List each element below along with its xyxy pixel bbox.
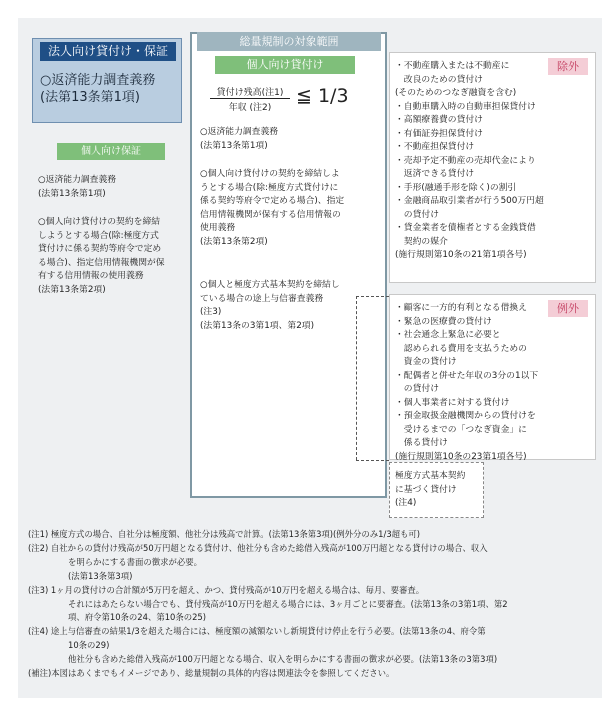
list-item: ・預金取扱金融機関からの貸付けを xyxy=(395,411,536,421)
text-line: (注3) xyxy=(200,307,222,317)
footnote-line: 10条の29) xyxy=(68,640,110,651)
footnote-line: (注1) 極度方式の場合、自社分は極度額、他社分は残高で計算。(法第13条第3項)(例外分のみ1/3超も可) xyxy=(28,529,421,539)
list-item: ・不動産担保貸付け xyxy=(395,142,475,152)
list-item: (そのためのつなぎ融資を含む) xyxy=(395,88,517,98)
list-item: 受けるまでの「つなぎ資金」に xyxy=(395,424,527,435)
list-item: ・高額療養費の貸付け xyxy=(395,115,483,125)
text-line: 信用情報機関が保有する信用情報の xyxy=(200,209,341,220)
footnote-line: (注3) 1ヶ月の貸付けの合計額が5万円を超え、かつ、貸付残高が10万円を超える場合は、毎月、要審査。 xyxy=(28,584,425,595)
text-line: (法第13条第1項) xyxy=(200,140,268,151)
footnote-line: 項、府令第10条の24、第10条の25) xyxy=(68,612,207,623)
list-item: ・個人事業者に対する貸付け xyxy=(395,397,510,408)
footnote-line: (注2) 自社からの貸付け残高が50万円超となる貸付け、他社分も含めた総借入残高が100万円超となる貸付けの場合、収入 xyxy=(28,542,488,553)
list-item: (施行規則第10条の21第1項各号) xyxy=(395,250,527,260)
guarantee-block-1 xyxy=(38,174,188,201)
individual-loan-tag: 個人向け貸付け xyxy=(215,56,355,74)
text-line: ○個人向け貸付けの契約を締結 xyxy=(38,217,161,227)
list-item: ・配偶者と併せた年収の3分の1以下 xyxy=(395,370,539,381)
text-line: ている場合の途上与信審査義務 xyxy=(200,293,324,304)
footnote-line: それにはあたらない場合でも、貸付残高が10万円を超える場合には、3ヶ月ごとに要審査。(法第13条の3第1項、第2 xyxy=(68,598,508,609)
list-item: ・貸金業者を債権者とする金銭貸借 xyxy=(395,223,536,233)
text-line: しようとする場合(除:極度方式 xyxy=(38,230,159,241)
list-item: 認められる費用を支払うための xyxy=(395,343,527,354)
list-item: 契約の媒介 xyxy=(395,236,448,247)
exclusion-list xyxy=(395,60,555,263)
corporate-duty-line: (法第13条第1項) xyxy=(40,90,140,105)
list-item: ・自動車購入時の自動車担保貸付け xyxy=(395,101,536,112)
exclusion-badge: 除外 xyxy=(548,58,588,75)
dashed-connector xyxy=(356,296,389,297)
exception-badge: 例外 xyxy=(548,300,588,317)
list-item: ・社会通念上緊急に必要と xyxy=(395,330,501,340)
list-item: ・緊急の医療費の貸付け xyxy=(395,316,492,327)
text-line: 有する信用情報の使用義務 xyxy=(38,271,144,281)
text-line: 使用義務 xyxy=(200,223,236,233)
list-item: ・有価証券担保貸付け xyxy=(395,128,483,139)
list-item: 改良のための貸付け xyxy=(395,74,483,85)
text-line: ○返済能力調査義務 xyxy=(38,175,117,185)
ratio-operator: ≦ 1/3 xyxy=(296,85,349,107)
scope-block-1 xyxy=(200,126,380,153)
list-item: 資金の貸付け xyxy=(395,357,457,367)
ratio-denominator: 年収 (注2) xyxy=(228,103,272,113)
text-line: うとする場合(除:極度方式貸付けに xyxy=(200,182,339,193)
dashed-connector xyxy=(356,460,389,461)
ratio-fraction-bar xyxy=(210,98,290,99)
text-line: 係る契約等府令で定める場合)、指定 xyxy=(200,196,345,206)
scope-block-2 xyxy=(200,168,380,249)
corporate-duty xyxy=(40,72,180,106)
footnotes xyxy=(28,528,598,681)
footnote-line: 他社分も含めた総借入残高が100万円超となる場合、収入を明らかにする書面の徴求が必要。(法第13条の3第3項) xyxy=(68,654,498,665)
list-item: ・顧客に一方的有利となる借換え xyxy=(395,303,527,313)
exception-list xyxy=(395,302,545,464)
list-item: ・不動産購入または不動産に xyxy=(395,61,510,71)
text-line: 極度方式基本契約 xyxy=(395,471,466,481)
list-item: の貸付け xyxy=(395,209,439,220)
ratio-numerator: 貸付け残高(注1) xyxy=(216,88,284,98)
list-item: の貸付け xyxy=(395,384,439,394)
text-line: 貸付けに係る契約等府令で定め xyxy=(38,244,162,254)
individual-guarantee-tag: 個人向け保証 xyxy=(57,143,165,160)
text-line: (注4) xyxy=(395,498,417,508)
text-line: (法第13条第2項) xyxy=(38,284,106,295)
footnote-line: (補注)本図はあくまでもイメージであり、総量規制の具体的内容は関連法令を参照してください。 xyxy=(28,668,395,679)
footnote-line: を明らかにする書面の徴求が必要。 xyxy=(68,556,202,567)
scope-title: 総量規制の対象範囲 xyxy=(197,32,381,51)
text-line: ○返済能力調査義務 xyxy=(200,127,279,137)
text-line: (法第13条の3第1項、第2項) xyxy=(200,320,315,331)
corporate-duty-line: ○返済能力調査義務 xyxy=(40,73,156,88)
extreme-limit-text xyxy=(395,470,485,511)
text-line: (法第13条第1項) xyxy=(38,188,106,199)
text-line: (法第13条第2項) xyxy=(200,236,268,247)
list-item: (施行規則第10条の23第1項各号) xyxy=(395,451,527,462)
text-line: に基づく貸付け xyxy=(395,484,457,495)
footnote-line: (法第13条第3項) xyxy=(68,570,133,581)
text-line: ○個人と極度方式基本契約を締結し xyxy=(200,280,340,290)
text-line: る場合)、指定信用情報機関が保 xyxy=(38,257,165,268)
list-item: ・金融商品取引業者が行う500万円超 xyxy=(395,196,544,206)
list-item: ・手形(融通手形を除く)の割引 xyxy=(395,182,517,193)
dashed-connector xyxy=(356,296,357,460)
text-line: ○個人向け貸付けの契約を締結しよ xyxy=(200,169,340,179)
scope-block-3 xyxy=(200,279,380,333)
footnote-line: (注4) 途上与信審査の結果1/3を超えた場合には、極度額の減額ないし新規貸付け停止を行う必要。(法第13条の4、府令第 xyxy=(28,626,486,637)
list-item: 係る貸付け xyxy=(395,438,448,448)
list-item: 返済できる貸付け xyxy=(395,169,475,179)
corporate-title: 法人向け貸付け・保証 xyxy=(40,42,176,61)
guarantee-block-2 xyxy=(38,216,188,297)
list-item: ・売却予定不動産の売却代金により xyxy=(395,155,536,166)
